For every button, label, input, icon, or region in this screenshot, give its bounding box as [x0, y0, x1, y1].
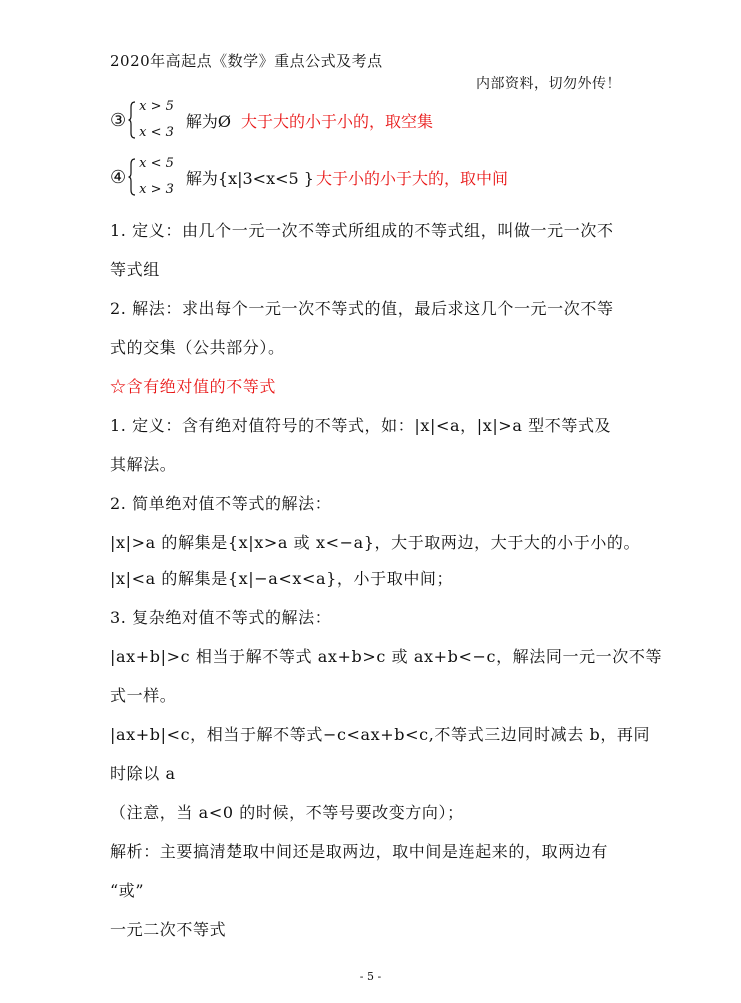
solution-text: 解为{x|3<x<5 }: [185, 168, 314, 188]
text-line: 等式组: [110, 260, 160, 279]
text-line: 时除以 a: [110, 764, 176, 783]
subsection-heading: 一元二次不等式: [110, 920, 227, 939]
text-line: “或”: [110, 881, 145, 900]
item-marker: ④: [110, 166, 127, 188]
page-number: - 5 -: [359, 970, 382, 983]
inequality-pair: [139, 99, 174, 141]
text-line: （注意，当 a<0 的时候，不等号要改变方向）；: [110, 803, 464, 822]
text-line: 1. 定义：含有绝对值符号的不等式，如：|x|<a，|x|>a 型不等式及: [110, 416, 612, 435]
text-line: 1. 定义：由几个一元一次不等式所组成的不等式组，叫做一元一次不: [110, 221, 614, 240]
item-marker: ③: [110, 109, 127, 131]
text-line: |x|<a 的解集是{x|−a<x<a}，小于取中间；: [110, 569, 454, 588]
text-line: 其解法。: [110, 455, 177, 474]
left-brace-icon: [128, 158, 136, 196]
section-heading: ☆含有绝对值的不等式: [110, 377, 277, 396]
inequality-pair: [139, 156, 174, 198]
inequality-1: x > 5: [139, 99, 174, 114]
text-line: 式一样。: [110, 686, 177, 705]
text-line: |ax+b|<c，相当于解不等式−c<ax+b<c,不等式三边同时减去 b，再同: [110, 725, 651, 744]
left-brace-icon: [128, 101, 136, 139]
inequality-1: x < 5: [139, 156, 174, 171]
text-line: 解析：主要搞清楚取中间还是取两边，取中间是连起来的，取两边有: [110, 842, 609, 861]
header-confidential-note: 内部资料，切勿外传！: [476, 76, 621, 92]
text-line: 3. 复杂绝对值不等式的解法：: [110, 608, 332, 627]
inequality-system-4: [110, 153, 508, 201]
inequality-2: x < 3: [139, 125, 174, 140]
rule-text: 大于大的小于小的，取空集: [241, 111, 434, 131]
text-line: 2. 简单绝对值不等式的解法：: [110, 494, 332, 513]
inequality-system-3: [110, 96, 433, 144]
text-line: 式的交集（公共部分）。: [110, 338, 285, 357]
text-line: |x|>a 的解集是{x|x>a 或 x<−a}，大于取两边，大于大的小于小的。: [110, 533, 641, 552]
text-line: |ax+b|>c 相当于解不等式 ax+b>c 或 ax+b<−c，解法同一元一次不等: [110, 647, 663, 666]
solution-text: 解为Ø: [185, 111, 232, 131]
rule-text: 大于小的小于大的，取中间: [315, 168, 508, 188]
text-line: 2. 解法：求出每个一元一次不等式的值，最后求这几个一元一次不等: [110, 299, 614, 318]
header-title: 2020年高起点《数学》重点公式及考点: [110, 52, 383, 70]
inequality-2: x > 3: [139, 182, 174, 197]
